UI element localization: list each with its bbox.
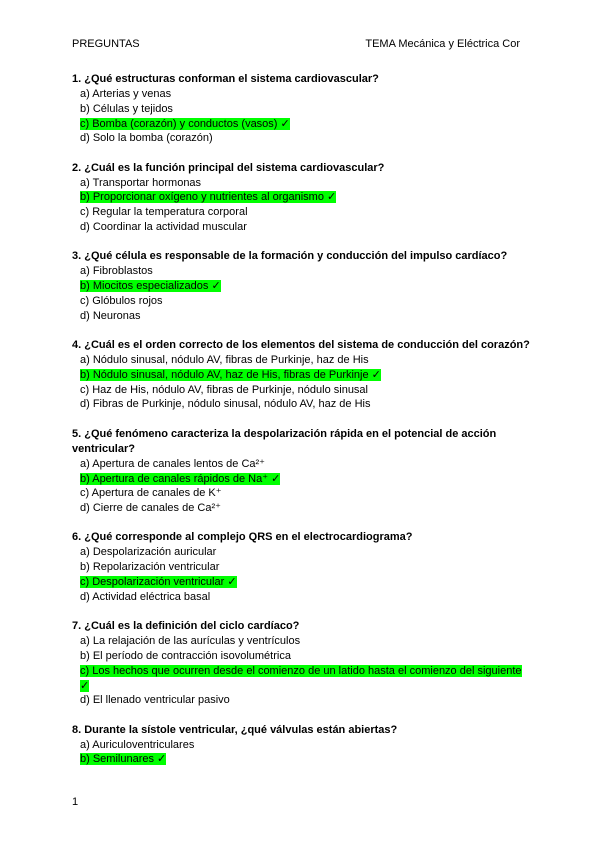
option-text: b) Células y tejidos — [80, 102, 173, 115]
correct-answer-option — [72, 190, 532, 205]
answer-option — [72, 102, 532, 117]
question-title: 1. ¿Qué estructuras conforman el sistema cardiovascular? — [72, 73, 379, 85]
option-text: b) Miocitos especializados ✓ — [80, 280, 221, 293]
correct-answer-option — [72, 752, 532, 767]
option-text: d) Actividad eléctrica basal — [80, 590, 211, 603]
option-text: d) Fibras de Purkinje, nódulo sinusal, nódulo AV, haz de His — [80, 398, 371, 411]
correct-answer-option — [72, 575, 532, 590]
question-block — [72, 249, 532, 323]
answer-option — [72, 220, 532, 235]
page-number: 1 — [72, 796, 79, 808]
option-text: b) Nódulo sinusal, nódulo AV, haz de His, fibras de Purkinje ✓ — [80, 368, 381, 381]
option-text: c) Bomba (corazón) y conductos (vasos) ✓ — [80, 117, 290, 130]
answer-option — [72, 205, 532, 220]
question-title: 5. ¿Qué fenómeno caracteriza la despolarización rápida en el potencial de acción ventricular? — [72, 427, 497, 455]
answer-option — [72, 383, 532, 398]
correct-answer-option — [72, 117, 532, 132]
answer-option — [72, 457, 532, 472]
answer-option — [72, 545, 532, 560]
answer-option — [72, 294, 532, 309]
header-left: PREGUNTAS — [72, 38, 140, 50]
option-text: d) Coordinar la actividad muscular — [80, 221, 247, 234]
option-text: c) Regular la temperatura corporal — [80, 206, 248, 219]
correct-answer-option — [72, 368, 532, 383]
option-text: a) Arterias y venas — [80, 88, 172, 100]
option-text: b) Apertura de canales rápidos de Na⁺ ✓ — [80, 472, 281, 485]
question-block — [72, 530, 532, 604]
option-text: b) Semilunares ✓ — [80, 753, 167, 766]
answer-option — [72, 693, 532, 708]
page-header — [72, 38, 520, 52]
option-text: a) Nódulo sinusal, nódulo AV, fibras de Purkinje, haz de His — [80, 354, 369, 367]
answer-option — [72, 590, 532, 605]
answer-option — [72, 87, 532, 102]
option-text: b) Proporcionar oxígeno y nutrientes al organismo ✓ — [80, 191, 337, 204]
question-title: 3. ¿Qué célula es responsable de la formación y conducción del impulso cardíaco? — [72, 250, 508, 263]
question-title: 4. ¿Cuál es el orden correcto de los elementos del sistema de conducción del corazón? — [72, 339, 530, 352]
correct-answer-option — [72, 664, 532, 694]
option-text: b) El período de contracción isovolumétrica — [80, 649, 291, 662]
option-text: a) Fibroblastos — [80, 265, 153, 278]
option-text: d) El llenado ventricular pasivo — [80, 694, 230, 707]
question-title: 7. ¿Cuál es la definición del ciclo cardíaco? — [72, 620, 300, 633]
question-block — [72, 723, 532, 768]
question-title: 6. ¿Qué corresponde al complejo QRS en el electrocardiograma? — [72, 531, 413, 544]
option-text: c) Glóbulos rojos — [80, 294, 163, 307]
option-text: a) La relajación de las aurículas y ventrículos — [80, 635, 301, 648]
option-text: a) Apertura de canales lentos de Ca²⁺ — [80, 457, 265, 470]
option-text: a) Auriculoventriculares — [80, 738, 195, 751]
question-title: 2. ¿Cuál es la función principal del sistema cardiovascular? — [72, 161, 385, 174]
questions-list — [72, 72, 532, 782]
answer-option — [72, 501, 532, 516]
answer-option — [72, 634, 532, 649]
option-text: d) Solo la bomba (corazón) — [80, 132, 213, 145]
option-text: c) Haz de His, nódulo AV, fibras de Purkinje, nódulo sinusal — [80, 383, 368, 396]
option-text: c) Apertura de canales de K⁺ — [80, 487, 222, 500]
answer-option — [72, 131, 532, 146]
answer-option — [72, 738, 532, 753]
answer-option — [72, 176, 532, 191]
question-block — [72, 427, 532, 516]
answer-option — [72, 486, 532, 501]
correct-answer-option — [72, 279, 532, 294]
option-text: d) Cierre de canales de Ca²⁺ — [80, 502, 221, 515]
question-block — [72, 338, 532, 412]
option-text: a) Transportar hormonas — [80, 176, 202, 189]
question-title: 8. Durante la sístole ventricular, ¿qué válvulas están abiertas? — [72, 723, 398, 736]
correct-answer-option — [72, 472, 532, 487]
question-block — [72, 619, 532, 708]
answer-option — [72, 560, 532, 575]
option-text: d) Neuronas — [80, 309, 141, 322]
option-text: c) Despolarización ventricular ✓ — [80, 576, 237, 589]
question-block — [72, 161, 532, 235]
answer-option — [72, 649, 532, 664]
option-text: a) Despolarización auricular — [80, 546, 217, 559]
option-text: b) Repolarización ventricular — [80, 561, 220, 574]
header-right: TEMA Mecánica y Eléctrica Cor — [365, 38, 520, 50]
answer-option — [72, 309, 532, 324]
question-block — [72, 72, 532, 146]
answer-option — [72, 397, 532, 412]
answer-option — [72, 353, 532, 368]
answer-option — [72, 264, 532, 279]
option-text: c) Los hechos que ocurren desde el comienzo de un latido hasta el comienzo del siguiente ✓ — [80, 664, 522, 692]
